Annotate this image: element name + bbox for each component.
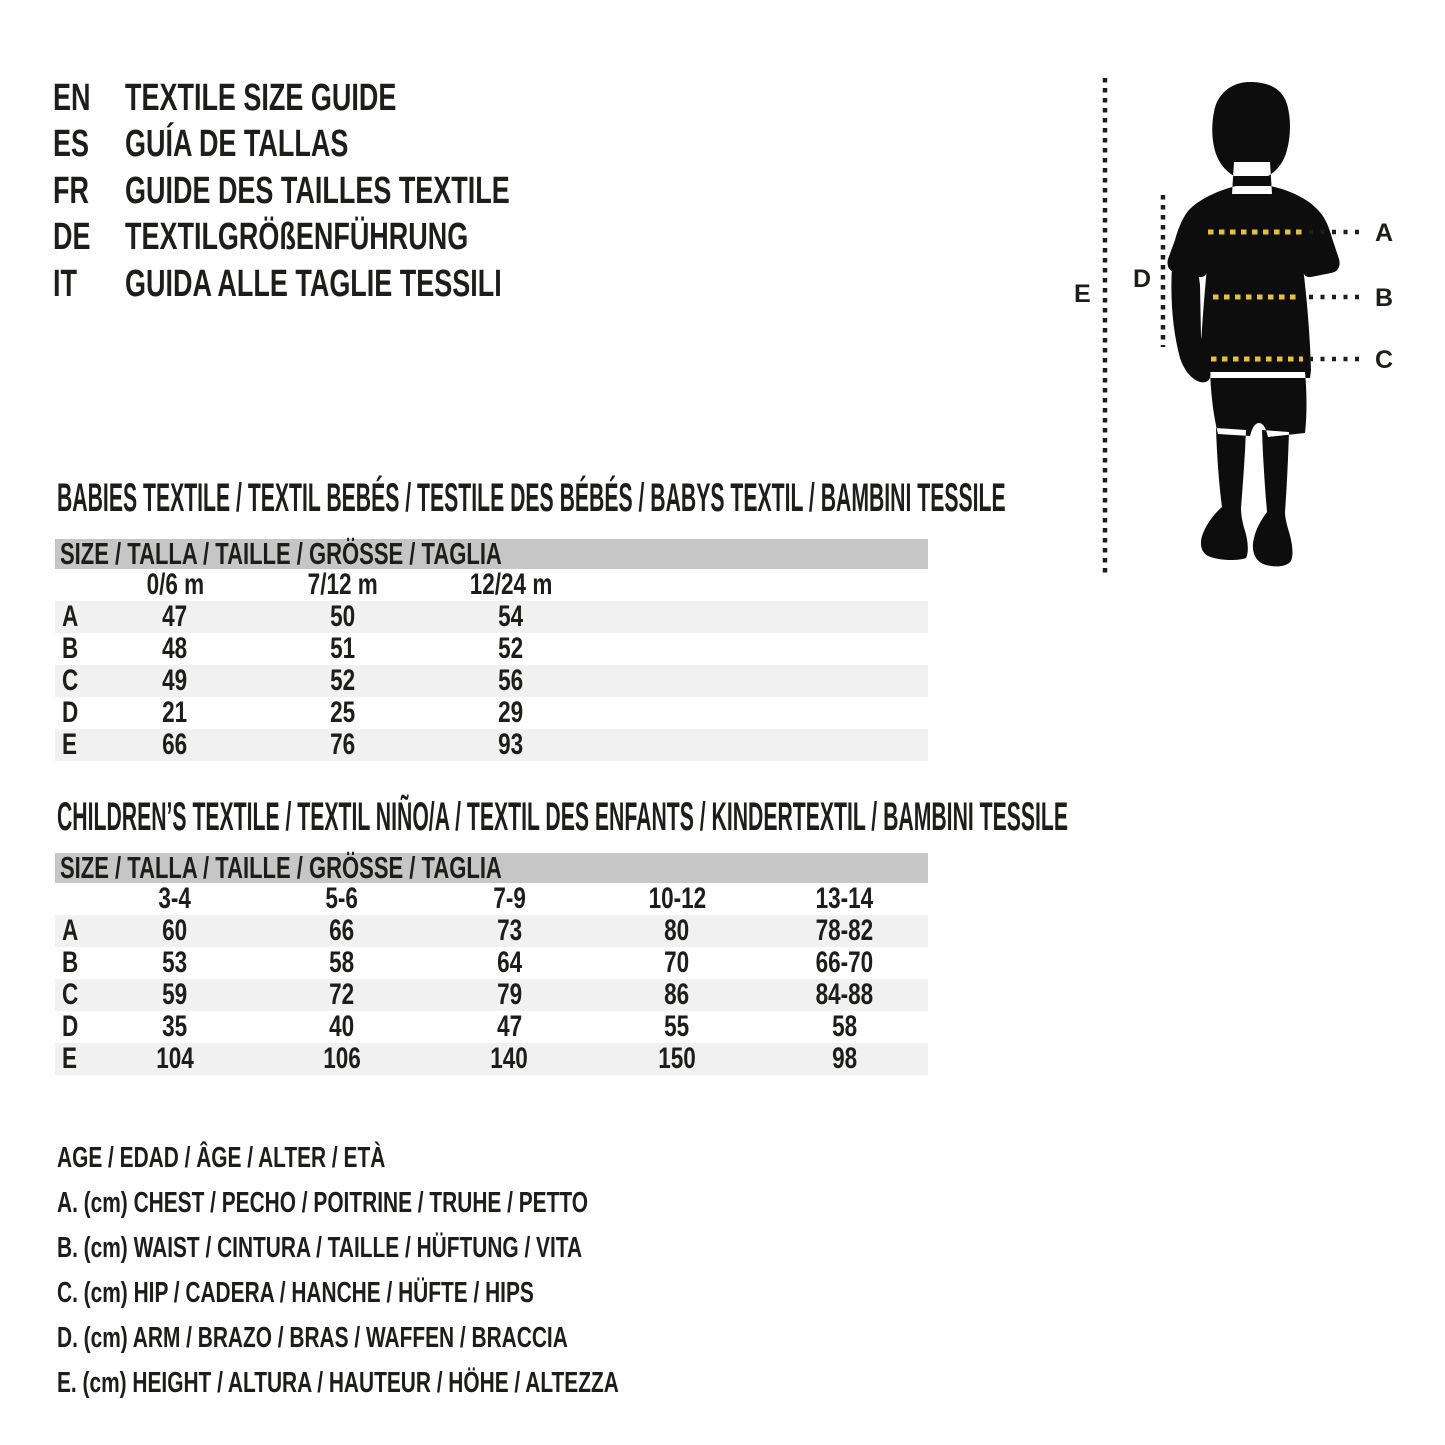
babies-size-header-bar: SIZE / TALLA / TAILLE / GRÖSSE / TAGLIA xyxy=(55,539,928,569)
legend-line-text: E. (cm) HEIGHT / ALTURA / HAUTEUR / HÖHE / ALTEZZA xyxy=(57,1367,619,1399)
children-column-header xyxy=(593,882,760,916)
babies-value-cell xyxy=(427,600,595,634)
value-text: 35 xyxy=(162,1010,188,1043)
value-text: 86 xyxy=(664,978,690,1011)
value-text: 79 xyxy=(496,978,522,1011)
language-code xyxy=(53,123,125,166)
children-column-header xyxy=(91,882,258,916)
language-title-text: GUIDE DES TAILLES TEXTILE xyxy=(125,169,510,212)
value-text: 56 xyxy=(498,664,524,697)
row-label xyxy=(55,946,91,980)
babies-value-cell xyxy=(259,664,427,698)
value-text: 52 xyxy=(330,664,356,697)
value-text: 106 xyxy=(323,1042,361,1075)
babies-value-cell xyxy=(427,696,595,730)
language-code xyxy=(53,77,125,120)
value-text: 55 xyxy=(664,1010,690,1043)
column-header-text: 0/6 m xyxy=(146,568,204,601)
value-text: 53 xyxy=(162,946,188,979)
legend-line-text: A. (cm) CHEST / PECHO / POITRINE / TRUHE / PETTO xyxy=(57,1187,588,1219)
value-text: 66-70 xyxy=(815,946,874,979)
column-header-text: 3-4 xyxy=(158,882,191,915)
row-label-text: A xyxy=(62,600,79,633)
value-text: 104 xyxy=(155,1042,194,1075)
label-height-e: E xyxy=(1074,280,1091,308)
value-text: 59 xyxy=(162,978,188,1011)
row-label-text: E xyxy=(62,728,78,761)
babies-value-cell xyxy=(91,632,259,666)
babies-value-cell xyxy=(259,632,427,666)
value-text: 73 xyxy=(496,914,522,947)
children-value-cell xyxy=(91,914,258,948)
babies-value-cell xyxy=(91,600,259,634)
language-title xyxy=(125,77,507,120)
language-code-text: FR xyxy=(53,169,89,212)
column-header-text: 7-9 xyxy=(493,882,526,915)
value-text: 50 xyxy=(330,600,356,633)
babies-value-cell xyxy=(427,728,595,762)
label-arm-d: D xyxy=(1133,265,1152,293)
language-row-de xyxy=(53,215,667,262)
children-section-title: CHILDREN’S TEXTILE / TEXTIL NIÑO/A / TEXTIL DES ENFANTS / KINDERTEXTIL / BAMBINI TESSILE xyxy=(57,795,1069,839)
value-text: 98 xyxy=(831,1042,857,1075)
babies-value-cell xyxy=(91,664,259,698)
babies-value-cell xyxy=(91,728,259,762)
babies-value-cell xyxy=(427,632,595,666)
children-value-cell xyxy=(91,946,258,980)
value-text: 72 xyxy=(329,978,355,1011)
children-value-cell xyxy=(91,1042,258,1076)
row-label-text: D xyxy=(62,1010,79,1043)
row-label xyxy=(55,914,91,948)
babies-table-row-c xyxy=(55,665,928,697)
children-value-cell xyxy=(761,946,928,980)
row-label xyxy=(55,632,91,666)
legend-line-3 xyxy=(57,1271,837,1316)
language-row-it xyxy=(53,261,667,308)
legend-line-text: AGE / EDAD / ÂGE / ALTER / ETÀ xyxy=(57,1142,386,1174)
column-header-text: 7/12 m xyxy=(307,568,379,601)
babies-column-header xyxy=(259,568,427,602)
babies-column-header xyxy=(91,568,259,602)
children-size-header-bar: SIZE / TALLA / TAILLE / GRÖSSE / TAGLIA xyxy=(55,853,928,883)
children-value-cell xyxy=(593,946,760,980)
babies-table-row-e xyxy=(55,729,928,761)
column-header-text: 10-12 xyxy=(648,882,706,915)
babies-section-title: BABIES TEXTILE / TEXTIL BEBÉS / TESTILE DES BÉBÉS / BABYS TEXTIL / BAMBINI TESSILE xyxy=(57,476,1006,520)
value-text: 78-82 xyxy=(815,914,874,947)
language-row-es xyxy=(53,122,667,169)
language-code xyxy=(53,216,125,259)
language-title-text: TEXTILE SIZE GUIDE xyxy=(125,76,397,119)
children-value-cell xyxy=(91,1010,258,1044)
column-header-text: 5-6 xyxy=(325,882,359,915)
language-code xyxy=(53,170,125,213)
value-text: 150 xyxy=(658,1042,696,1075)
value-text: 93 xyxy=(498,728,524,761)
children-value-cell xyxy=(593,1042,760,1076)
children-value-cell xyxy=(593,1010,760,1044)
language-title xyxy=(125,170,667,213)
children-column-header xyxy=(258,882,425,916)
children-value-cell xyxy=(593,978,760,1012)
value-text: 47 xyxy=(496,1010,522,1043)
children-value-cell xyxy=(258,1042,425,1076)
children-value-cell xyxy=(761,1042,928,1076)
value-text: 66 xyxy=(162,728,188,761)
children-value-cell xyxy=(426,1042,593,1076)
language-code-text: ES xyxy=(53,123,89,166)
children-table-row-b xyxy=(55,947,928,979)
row-label xyxy=(55,696,91,730)
children-table-row-e xyxy=(55,1043,928,1075)
value-text: 80 xyxy=(664,914,690,947)
measurement-legend xyxy=(57,1136,837,1406)
value-text: 58 xyxy=(831,1010,857,1043)
column-header-text: 12/24 m xyxy=(469,568,553,601)
value-text: 29 xyxy=(498,696,524,729)
babies-column-header-row xyxy=(55,569,928,601)
children-value-cell xyxy=(91,978,258,1012)
column-header-text: 13-14 xyxy=(815,882,874,915)
children-value-cell xyxy=(258,914,425,948)
value-text: 51 xyxy=(330,632,356,665)
language-title-text: GUIDA ALLE TAGLIE TESSILI xyxy=(125,262,502,305)
babies-size-table xyxy=(55,536,928,761)
children-value-cell xyxy=(761,914,928,948)
row-label-text: C xyxy=(62,664,79,697)
value-text: 76 xyxy=(330,728,356,761)
row-label-text: D xyxy=(62,696,79,729)
value-text: 40 xyxy=(329,1010,355,1043)
children-value-cell xyxy=(258,978,425,1012)
children-table-row-a xyxy=(55,915,928,947)
children-value-cell xyxy=(761,978,928,1012)
value-text: 54 xyxy=(498,600,524,633)
value-text: 64 xyxy=(496,946,522,979)
row-label xyxy=(55,600,91,634)
label-chest-a: A xyxy=(1375,219,1394,247)
row-label-text: E xyxy=(62,1042,78,1075)
legend-line-1 xyxy=(57,1181,837,1226)
babies-value-cell xyxy=(91,696,259,730)
row-label-text: A xyxy=(62,914,79,947)
value-text: 140 xyxy=(490,1042,529,1075)
language-code-text: DE xyxy=(53,216,91,259)
legend-line-text: D. (cm) ARM / BRAZO / BRAS / WAFFEN / BRACCIA xyxy=(57,1322,568,1354)
babies-value-cell xyxy=(427,664,595,698)
row-label xyxy=(55,1042,91,1076)
row-label xyxy=(55,664,91,698)
legend-line-4 xyxy=(57,1316,837,1361)
language-row-fr xyxy=(53,168,667,215)
legend-line-text: B. (cm) WAIST / CINTURA / TAILLE / HÜFTUNG / VITA xyxy=(57,1232,583,1264)
value-text: 25 xyxy=(330,696,356,729)
legend-line-2 xyxy=(57,1226,837,1271)
children-column-header xyxy=(426,882,593,916)
value-text: 84-88 xyxy=(815,978,874,1011)
babies-table-row-d xyxy=(55,697,928,729)
babies-table-row-b xyxy=(55,633,928,665)
babies-column-header xyxy=(427,568,595,602)
language-row-en xyxy=(53,75,667,122)
children-table-row-d xyxy=(55,1011,928,1043)
legend-line-text: C. (cm) HIP / CADERA / HANCHE / HÜFTE / HIPS xyxy=(57,1277,534,1309)
language-title xyxy=(125,216,608,259)
language-title xyxy=(125,263,656,306)
language-title-text: GUÍA DE TALLAS xyxy=(125,123,349,166)
language-code xyxy=(53,263,125,306)
children-column-header xyxy=(761,882,928,916)
children-value-cell xyxy=(426,1010,593,1044)
babies-value-cell xyxy=(259,600,427,634)
row-label-text: B xyxy=(62,946,79,979)
children-value-cell xyxy=(426,946,593,980)
label-waist-b: B xyxy=(1375,284,1394,312)
value-text: 49 xyxy=(162,664,188,697)
row-label xyxy=(55,1010,91,1044)
children-value-cell xyxy=(258,946,425,980)
language-code-text: EN xyxy=(53,76,91,119)
value-text: 21 xyxy=(162,696,188,729)
label-hip-c: C xyxy=(1375,346,1394,374)
legend-line-0 xyxy=(57,1136,837,1181)
row-label-text: C xyxy=(62,978,79,1011)
children-value-cell xyxy=(761,1010,928,1044)
children-value-cell xyxy=(258,1010,425,1044)
babies-table-row-a xyxy=(55,601,928,633)
row-label xyxy=(55,728,91,762)
language-title-text: TEXTILGRÖßENFÜHRUNG xyxy=(125,216,469,259)
children-value-cell xyxy=(426,914,593,948)
value-text: 48 xyxy=(162,632,188,665)
babies-value-cell xyxy=(259,728,427,762)
children-column-header-row xyxy=(55,883,928,915)
legend-line-5 xyxy=(57,1361,837,1406)
language-header xyxy=(53,75,667,308)
children-value-cell xyxy=(593,914,760,948)
children-size-table xyxy=(55,850,928,1075)
row-label-text: B xyxy=(62,632,79,665)
value-text: 70 xyxy=(664,946,690,979)
value-text: 52 xyxy=(498,632,524,665)
language-title xyxy=(125,123,440,166)
language-code-text: IT xyxy=(53,262,77,305)
value-text: 47 xyxy=(162,600,188,633)
value-text: 66 xyxy=(329,914,355,947)
children-value-cell xyxy=(426,978,593,1012)
babies-value-cell xyxy=(259,696,427,730)
row-label xyxy=(55,978,91,1012)
value-text: 58 xyxy=(329,946,355,979)
children-table-row-c xyxy=(55,979,928,1011)
value-text: 60 xyxy=(162,914,188,947)
